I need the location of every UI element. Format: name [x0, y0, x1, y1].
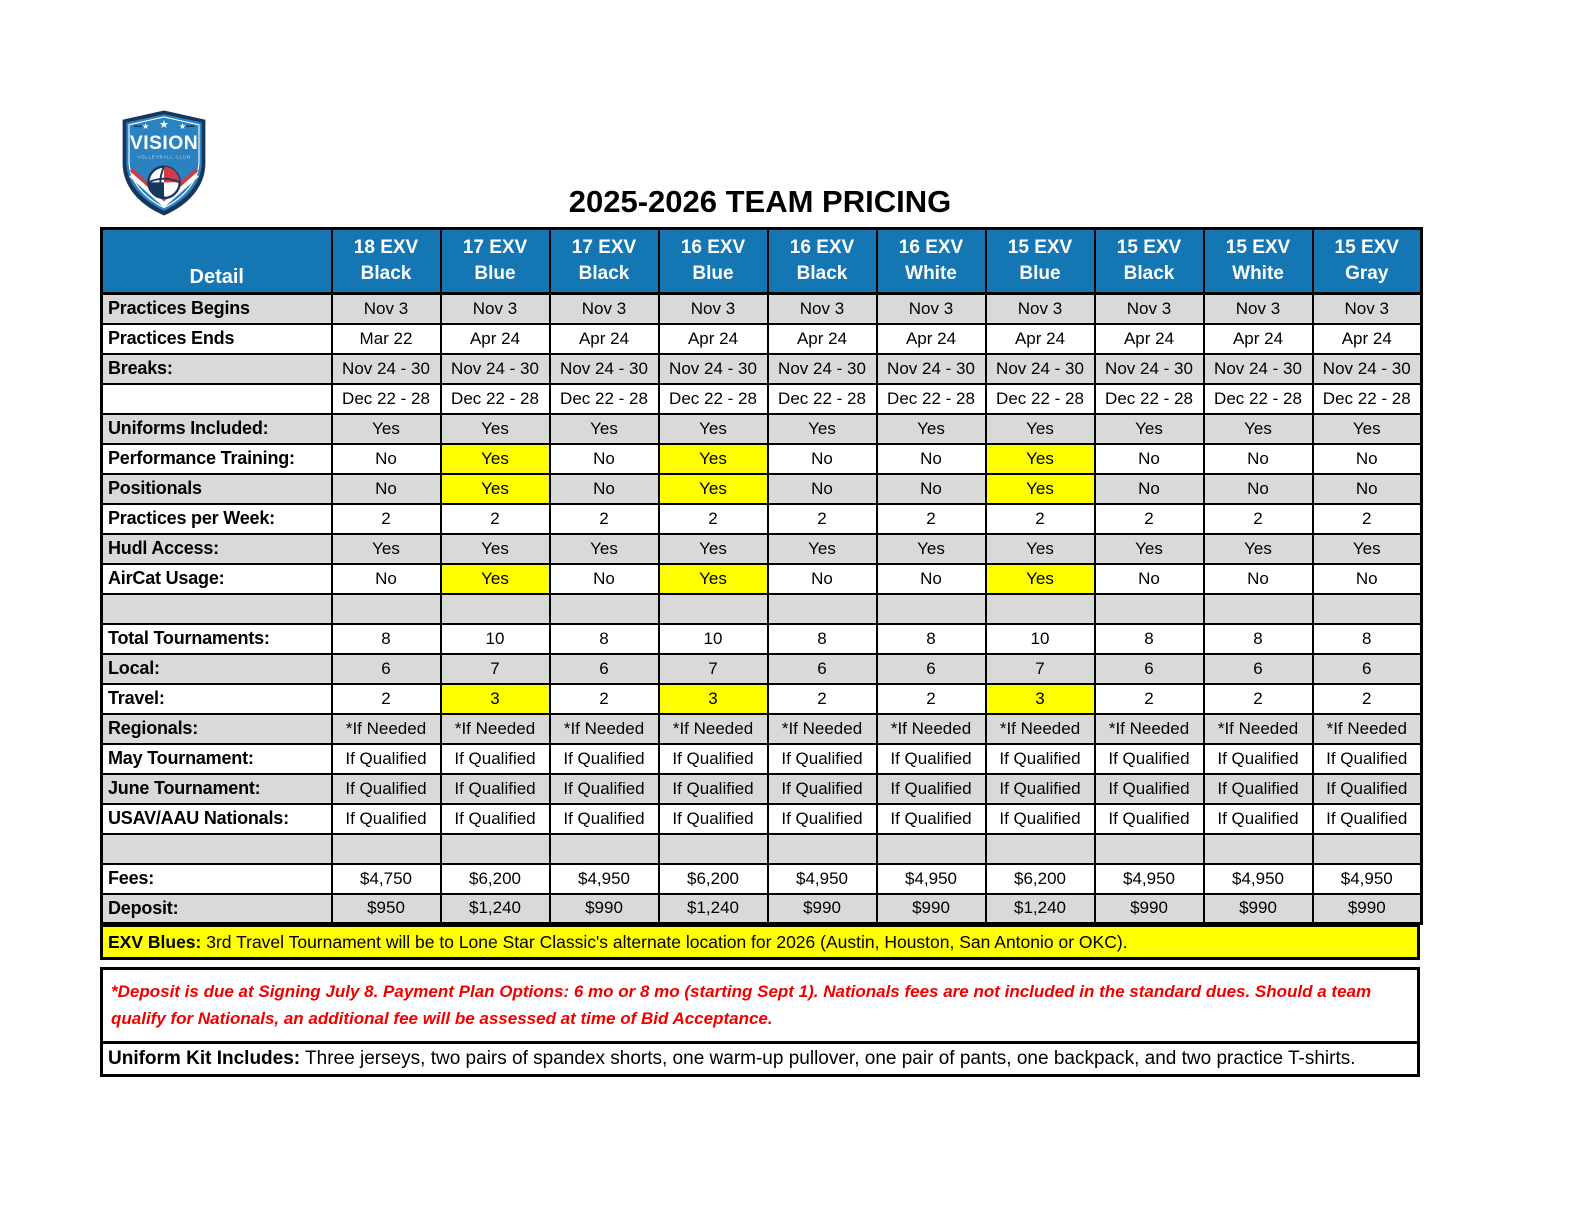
value-cell	[1095, 594, 1204, 624]
svg-text:★: ★	[159, 118, 169, 132]
value-cell: No	[550, 444, 659, 474]
value-cell: No	[332, 474, 441, 504]
value-cell: 8	[877, 624, 986, 654]
exv-blues-note-label: EXV Blues:	[108, 932, 202, 952]
pricing-table	[100, 227, 1423, 925]
value-cell: 8	[332, 624, 441, 654]
value-cell: $990	[768, 894, 877, 924]
value-cell: Apr 24	[768, 324, 877, 354]
value-cell: Yes	[1204, 414, 1313, 444]
value-cell: *If Needed	[877, 714, 986, 744]
table-row	[102, 294, 1422, 324]
team-color-label: Black	[1123, 263, 1175, 284]
value-cell	[1204, 594, 1313, 624]
logo-subtitle: VOLLEYBALL CLUB	[137, 154, 191, 160]
value-cell: If Qualified	[550, 774, 659, 804]
team-color-label: Gray	[1345, 263, 1389, 284]
table-row	[102, 594, 1422, 624]
value-cell: 6	[1313, 654, 1422, 684]
value-cell: $950	[332, 894, 441, 924]
team-column-header-15-exv-black	[1095, 229, 1204, 294]
table-row	[102, 774, 1422, 804]
value-cell: 8	[1313, 624, 1422, 654]
value-cell: Nov 3	[877, 294, 986, 324]
exv-blues-note-text: 3rd Travel Tournament will be to Lone Star Classic's alternate location for 2026 (Austin, Houston, San Antonio or OKC).	[201, 932, 1128, 952]
value-cell: If Qualified	[550, 804, 659, 834]
value-cell: 6	[1095, 654, 1204, 684]
value-cell: If Qualified	[877, 744, 986, 774]
value-cell: 2	[1204, 684, 1313, 714]
row-label: Travel:	[102, 684, 332, 714]
value-cell: *If Needed	[659, 714, 768, 744]
value-cell: Nov 24 - 30	[768, 354, 877, 384]
value-cell: Yes	[877, 534, 986, 564]
value-cell: 6	[1204, 654, 1313, 684]
value-cell: No	[332, 444, 441, 474]
value-cell: No	[1313, 444, 1422, 474]
row-label: Breaks:	[102, 354, 332, 384]
value-cell: *If Needed	[768, 714, 877, 744]
team-color-label: Blue	[474, 263, 516, 284]
row-label: AirCat Usage:	[102, 564, 332, 594]
value-cell: If Qualified	[1313, 804, 1422, 834]
value-cell: Apr 24	[877, 324, 986, 354]
team-age-label: 15 EXV	[1334, 237, 1399, 258]
value-cell: If Qualified	[1204, 804, 1313, 834]
value-cell: $1,240	[659, 894, 768, 924]
value-cell: Nov 24 - 30	[1095, 354, 1204, 384]
value-cell: Yes	[441, 534, 550, 564]
value-cell: 2	[550, 504, 659, 534]
table-row	[102, 324, 1422, 354]
value-cell	[768, 834, 877, 864]
value-cell: Yes	[1095, 414, 1204, 444]
row-label: Positionals	[102, 474, 332, 504]
value-cell: 2	[877, 504, 986, 534]
row-label: Total Tournaments:	[102, 624, 332, 654]
value-cell: If Qualified	[768, 774, 877, 804]
value-cell: 10	[659, 624, 768, 654]
value-cell: 3	[441, 684, 550, 714]
value-cell: 7	[659, 654, 768, 684]
value-cell	[1313, 594, 1422, 624]
value-cell	[1204, 834, 1313, 864]
value-cell: No	[1204, 474, 1313, 504]
value-cell	[441, 594, 550, 624]
value-cell: Nov 24 - 30	[332, 354, 441, 384]
value-cell: Dec 22 - 28	[332, 384, 441, 414]
value-cell	[1095, 834, 1204, 864]
value-cell: No	[768, 564, 877, 594]
value-cell: 2	[659, 504, 768, 534]
team-age-label: 16 EXV	[898, 237, 964, 258]
value-cell: Yes	[441, 564, 550, 594]
value-cell: $6,200	[441, 864, 550, 894]
value-cell: Yes	[1095, 534, 1204, 564]
value-cell: Apr 24	[1204, 324, 1313, 354]
value-cell: $1,240	[441, 894, 550, 924]
value-cell: *If Needed	[986, 714, 1095, 744]
value-cell: 8	[768, 624, 877, 654]
value-cell: $4,950	[1204, 864, 1313, 894]
value-cell: Nov 24 - 30	[1313, 354, 1422, 384]
row-label: May Tournament:	[102, 744, 332, 774]
value-cell: *If Needed	[1095, 714, 1204, 744]
value-cell: If Qualified	[1095, 774, 1204, 804]
value-cell	[986, 594, 1095, 624]
value-cell: Yes	[986, 474, 1095, 504]
team-column-header-15-exv-blue	[986, 229, 1095, 294]
value-cell: No	[768, 474, 877, 504]
value-cell: No	[1313, 564, 1422, 594]
table-row	[102, 864, 1422, 894]
value-cell: 2	[332, 684, 441, 714]
value-cell: 6	[550, 654, 659, 684]
value-cell: No	[877, 444, 986, 474]
value-cell: Yes	[986, 444, 1095, 474]
value-cell: Mar 22	[332, 324, 441, 354]
value-cell: $4,950	[550, 864, 659, 894]
row-label	[102, 594, 332, 624]
value-cell: If Qualified	[332, 744, 441, 774]
value-cell: Yes	[332, 534, 441, 564]
value-cell: $990	[1095, 894, 1204, 924]
value-cell: $1,240	[986, 894, 1095, 924]
value-cell	[659, 834, 768, 864]
svg-text:★: ★	[141, 120, 150, 131]
value-cell: If Qualified	[1095, 804, 1204, 834]
value-cell: Dec 22 - 28	[1095, 384, 1204, 414]
row-label: Local:	[102, 654, 332, 684]
svg-text:★: ★	[178, 120, 187, 131]
value-cell: Dec 22 - 28	[659, 384, 768, 414]
value-cell: 2	[1313, 504, 1422, 534]
table-row	[102, 894, 1422, 924]
value-cell: Yes	[659, 474, 768, 504]
value-cell	[877, 594, 986, 624]
deposit-payment-note: *Deposit is due at Signing July 8. Payment Plan Options: 6 mo or 8 mo (starting Sept 1). Nationals fees are not included in the standard dues. Should a team qualify for Nationals, an additional fee will be assessed at time of Bid Acceptance.	[100, 967, 1420, 1044]
value-cell: 3	[986, 684, 1095, 714]
team-column-header-16-exv-blue	[659, 229, 768, 294]
value-cell: 6	[877, 654, 986, 684]
value-cell: No	[550, 474, 659, 504]
value-cell: No	[550, 564, 659, 594]
value-cell: Nov 3	[550, 294, 659, 324]
team-age-label: 15 EXV	[1007, 237, 1073, 258]
value-cell: Yes	[659, 534, 768, 564]
team-color-label: Black	[796, 263, 848, 284]
table-row	[102, 444, 1422, 474]
value-cell: 10	[441, 624, 550, 654]
value-cell: Dec 22 - 28	[877, 384, 986, 414]
value-cell: Nov 24 - 30	[1204, 354, 1313, 384]
value-cell	[550, 594, 659, 624]
team-age-label: 17 EXV	[571, 237, 637, 258]
value-cell: Dec 22 - 28	[441, 384, 550, 414]
value-cell: 8	[550, 624, 659, 654]
value-cell: Dec 22 - 28	[986, 384, 1095, 414]
value-cell: Apr 24	[550, 324, 659, 354]
value-cell: Yes	[441, 474, 550, 504]
value-cell: Dec 22 - 28	[1313, 384, 1422, 414]
table-row	[102, 504, 1422, 534]
team-column-header-15-exv-white	[1204, 229, 1313, 294]
value-cell: Yes	[1204, 534, 1313, 564]
team-color-label: Black	[578, 263, 630, 284]
value-cell	[332, 834, 441, 864]
team-column-header-16-exv-white	[877, 229, 986, 294]
value-cell: Nov 3	[1095, 294, 1204, 324]
pricing-sheet-body	[100, 227, 1420, 1077]
value-cell: 7	[441, 654, 550, 684]
header-row	[102, 229, 1422, 294]
value-cell: If Qualified	[877, 804, 986, 834]
row-label: Uniforms Included:	[102, 414, 332, 444]
table-row	[102, 714, 1422, 744]
team-age-label: 15 EXV	[1225, 237, 1291, 258]
value-cell: Nov 24 - 30	[659, 354, 768, 384]
value-cell	[986, 834, 1095, 864]
value-cell: If Qualified	[1095, 744, 1204, 774]
value-cell: 2	[877, 684, 986, 714]
value-cell	[441, 834, 550, 864]
value-cell: No	[1095, 444, 1204, 474]
value-cell: $4,950	[1095, 864, 1204, 894]
team-column-header-16-exv-black	[768, 229, 877, 294]
team-color-label: White	[905, 263, 957, 284]
value-cell: Nov 3	[1313, 294, 1422, 324]
value-cell: 2	[332, 504, 441, 534]
value-cell: 6	[332, 654, 441, 684]
value-cell: Nov 24 - 30	[877, 354, 986, 384]
team-color-label: Blue	[692, 263, 734, 284]
value-cell: Yes	[659, 564, 768, 594]
value-cell: No	[1204, 444, 1313, 474]
team-color-label: Blue	[1019, 263, 1061, 284]
value-cell: Yes	[441, 444, 550, 474]
value-cell	[659, 594, 768, 624]
value-cell: 2	[986, 504, 1095, 534]
team-age-label: 15 EXV	[1116, 237, 1182, 258]
value-cell	[1313, 834, 1422, 864]
team-age-label: 16 EXV	[680, 237, 746, 258]
value-cell	[550, 834, 659, 864]
value-cell: If Qualified	[1204, 774, 1313, 804]
value-cell: $4,950	[1313, 864, 1422, 894]
value-cell	[332, 594, 441, 624]
value-cell: $4,950	[877, 864, 986, 894]
page-title: 2025-2026 TEAM PRICING	[568, 184, 952, 219]
table-row	[102, 534, 1422, 564]
value-cell: If Qualified	[332, 804, 441, 834]
value-cell: Dec 22 - 28	[550, 384, 659, 414]
value-cell: Nov 3	[768, 294, 877, 324]
value-cell: $990	[877, 894, 986, 924]
value-cell: No	[1313, 474, 1422, 504]
value-cell: If Qualified	[1313, 774, 1422, 804]
value-cell: $990	[550, 894, 659, 924]
value-cell: Apr 24	[1313, 324, 1422, 354]
row-label: Hudl Access:	[102, 534, 332, 564]
value-cell: Dec 22 - 28	[768, 384, 877, 414]
row-label	[102, 834, 332, 864]
detail-column-header: Detail	[102, 229, 332, 294]
row-label: June Tournament:	[102, 774, 332, 804]
table-row	[102, 804, 1422, 834]
table-row	[102, 744, 1422, 774]
value-cell: If Qualified	[659, 744, 768, 774]
value-cell: *If Needed	[441, 714, 550, 744]
value-cell: Yes	[441, 414, 550, 444]
value-cell: No	[877, 474, 986, 504]
team-color-label: White	[1232, 263, 1284, 284]
value-cell: *If Needed	[1313, 714, 1422, 744]
value-cell: Apr 24	[441, 324, 550, 354]
value-cell: 6	[768, 654, 877, 684]
value-cell: 2	[768, 684, 877, 714]
team-column-header-15-exv-gray	[1313, 229, 1422, 294]
value-cell: Nov 3	[441, 294, 550, 324]
value-cell: Nov 3	[1204, 294, 1313, 324]
value-cell: 2	[550, 684, 659, 714]
value-cell: 2	[1095, 684, 1204, 714]
value-cell: $990	[1313, 894, 1422, 924]
value-cell: Yes	[659, 414, 768, 444]
value-cell: If Qualified	[1313, 744, 1422, 774]
value-cell: Yes	[1313, 534, 1422, 564]
value-cell: Apr 24	[1095, 324, 1204, 354]
value-cell: $6,200	[986, 864, 1095, 894]
row-label	[102, 384, 332, 414]
value-cell: Yes	[986, 564, 1095, 594]
value-cell: Yes	[332, 414, 441, 444]
table-row	[102, 624, 1422, 654]
value-cell: Nov 3	[332, 294, 441, 324]
value-cell: No	[1095, 564, 1204, 594]
value-cell: If Qualified	[768, 804, 877, 834]
team-column-header-17-exv-blue	[441, 229, 550, 294]
value-cell: If Qualified	[550, 744, 659, 774]
value-cell: If Qualified	[441, 744, 550, 774]
row-label: USAV/AAU Nationals:	[102, 804, 332, 834]
value-cell: If Qualified	[768, 744, 877, 774]
logo-wordmark: VISION	[129, 133, 199, 155]
value-cell: Yes	[659, 444, 768, 474]
value-cell: No	[877, 564, 986, 594]
value-cell: If Qualified	[1204, 744, 1313, 774]
uniform-kit-note-label: Uniform Kit Includes:	[108, 1048, 301, 1069]
value-cell: If Qualified	[986, 804, 1095, 834]
value-cell: Yes	[986, 534, 1095, 564]
value-cell: *If Needed	[550, 714, 659, 744]
value-cell: 3	[659, 684, 768, 714]
uniform-kit-note	[100, 1041, 1420, 1077]
value-cell: Apr 24	[659, 324, 768, 354]
value-cell: 8	[1204, 624, 1313, 654]
value-cell: If Qualified	[986, 774, 1095, 804]
value-cell: Yes	[768, 414, 877, 444]
team-age-label: 18 EXV	[353, 237, 419, 258]
value-cell	[768, 594, 877, 624]
value-cell: 2	[1204, 504, 1313, 534]
value-cell: Yes	[550, 414, 659, 444]
value-cell: Yes	[550, 534, 659, 564]
row-label: Practices per Week:	[102, 504, 332, 534]
exv-blues-note	[100, 925, 1420, 960]
value-cell: *If Needed	[1204, 714, 1313, 744]
value-cell: $4,950	[768, 864, 877, 894]
row-label: Regionals:	[102, 714, 332, 744]
value-cell: 2	[441, 504, 550, 534]
value-cell: No	[1204, 564, 1313, 594]
team-age-label: 17 EXV	[462, 237, 528, 258]
value-cell: If Qualified	[441, 804, 550, 834]
value-cell: Apr 24	[986, 324, 1095, 354]
team-column-header-18-exv-black	[332, 229, 441, 294]
row-label: Practices Begins	[102, 294, 332, 324]
value-cell: Nov 24 - 30	[550, 354, 659, 384]
value-cell: $4,750	[332, 864, 441, 894]
value-cell: *If Needed	[332, 714, 441, 744]
table-row	[102, 564, 1422, 594]
value-cell: $990	[1204, 894, 1313, 924]
table-row	[102, 654, 1422, 684]
value-cell: Yes	[768, 534, 877, 564]
table-row	[102, 834, 1422, 864]
value-cell: 8	[1095, 624, 1204, 654]
value-cell: If Qualified	[332, 774, 441, 804]
uniform-kit-note-text: Three jerseys, two pairs of spandex shorts, one warm-up pullover, one pair of pants, one backpack, and two practice T-shirts.	[300, 1048, 1356, 1069]
row-label: Performance Training:	[102, 444, 332, 474]
value-cell: Yes	[986, 414, 1095, 444]
value-cell: If Qualified	[986, 744, 1095, 774]
value-cell: If Qualified	[659, 774, 768, 804]
value-cell: If Qualified	[659, 804, 768, 834]
row-label: Practices Ends	[102, 324, 332, 354]
value-cell: Dec 22 - 28	[1204, 384, 1313, 414]
team-column-header-17-exv-black	[550, 229, 659, 294]
value-cell: 2	[1095, 504, 1204, 534]
value-cell: Nov 3	[986, 294, 1095, 324]
value-cell	[877, 834, 986, 864]
team-color-label: Black	[360, 263, 412, 284]
value-cell: No	[768, 444, 877, 474]
value-cell: No	[332, 564, 441, 594]
row-label: Deposit:	[102, 894, 332, 924]
table-row	[102, 384, 1422, 414]
value-cell: Nov 24 - 30	[986, 354, 1095, 384]
value-cell: $6,200	[659, 864, 768, 894]
value-cell: Nov 24 - 30	[441, 354, 550, 384]
value-cell: 7	[986, 654, 1095, 684]
table-row	[102, 414, 1422, 444]
value-cell: Nov 3	[659, 294, 768, 324]
table-row	[102, 354, 1422, 384]
team-age-label: 16 EXV	[789, 237, 855, 258]
value-cell: 10	[986, 624, 1095, 654]
value-cell: If Qualified	[441, 774, 550, 804]
value-cell: Yes	[877, 414, 986, 444]
value-cell: No	[1095, 474, 1204, 504]
table-row	[102, 684, 1422, 714]
value-cell: Yes	[1313, 414, 1422, 444]
value-cell: If Qualified	[877, 774, 986, 804]
value-cell: 2	[1313, 684, 1422, 714]
row-label: Fees:	[102, 864, 332, 894]
table-row	[102, 474, 1422, 504]
value-cell: 2	[768, 504, 877, 534]
